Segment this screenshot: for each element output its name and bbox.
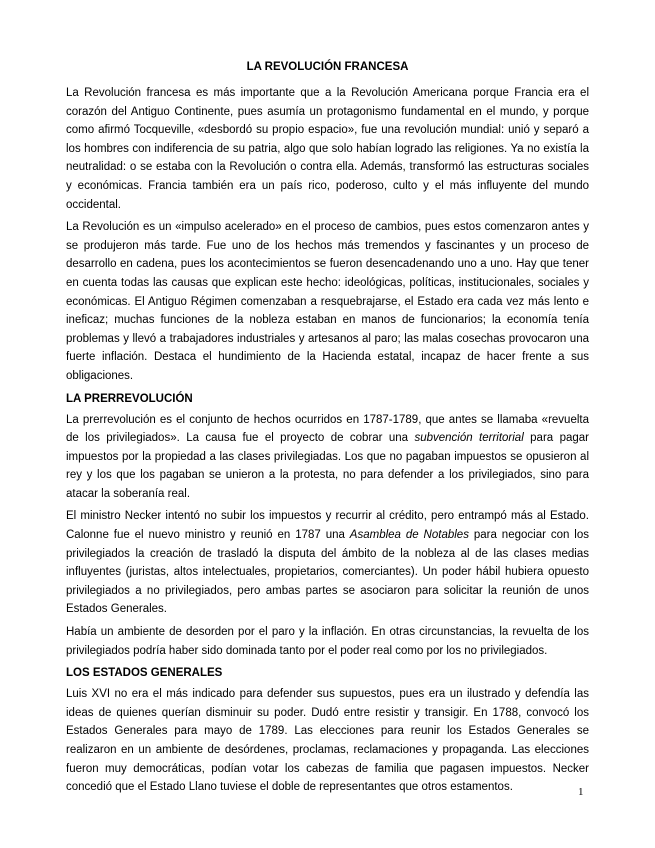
prerrevolucion-p1-text-b: para pagar impuestos por la propiedad a las clases privilegiadas. Los que no pagaban impuestos se opusieron al rey y los que los pagaban se unieron a la protesta, no para defender a los privilegiados, sino para atacar la soberanía real.: [66, 432, 589, 500]
section-heading-estados-generales: LOS ESTADOS GENERALES: [66, 667, 223, 680]
prerrevolucion-p1-emphasis: subvención territorial: [414, 432, 524, 445]
estados-paragraph-1: Luis XVI no era el más indicado para defender sus supuestos, pues era un ilustrado y defendía las ideas de quienes querían disminuir su poder. Dudó entre resistir y transigir. En 1788, convocó los Estados Generales para mayo de 1789. Las elecciones para reunir los Estados Generales se realizaron en un ambiente de desórdenes, proclamas, reclamaciones y propaganda. Las elecciones fueron muy democráticas, podían votar los cabezas de familia que pagasen impuestos. Necker concedió que el Estado Llano tuviese el doble de representantes que otros estamentos.: [66, 688, 589, 794]
prerrevolucion-paragraph-3: Había un ambiente de desorden por el paro y la inflación. En otras circunstancias, la revuelta de los privilegiados podría haber sido dominada tanto por el poder real como por los no privilegiados.: [66, 626, 589, 657]
prerrevolucion-p2-emphasis: Asamblea de Notables: [349, 529, 469, 542]
intro-paragraph-2: La Revolución es un «impulso acelerado» en el proceso de cambios, pues estos comenzaron antes y se produjeron más tarde. Fue uno de los hechos más tremendos y fascinantes y un proceso de desarrollo en cadena, pues los acontecimientos se fueron desencadenando uno a uno. Hay que tener en cuenta todas las causas que explican este hecho: ideológicas, políticas, institucionales, sociales y económicas. El Antiguo Régimen comenzaban a resquebrajarse, el Estado era cada vez más lento e ineficaz; muchas funciones de la nobleza estaban en manos de funcionarios; la economía tenía problemas y llevó a trabajadores industriales y artesanos al paro; las malas cosechas provocaron una fuerte inflación. Destaca el hundimiento de la Hacienda estatal, incapaz de hacer frente a sus obligaciones.: [66, 221, 589, 382]
intro-paragraph-1: La Revolución francesa es más importante que a la Revolución Americana porque Francia era el corazón del Antiguo Continente, pues asumía un protagonismo fundamental en el mundo, y porque como afirmó Tocqueville, «desbordó su propio espacio», fue una revolución mundial: unió y separó a los hombres con indiferencia de su patria, algo que solo habían logrado las religiones. Ya no existía la neutralidad: o se estaba con la Revolución o contra ella. Además, transformó las estructuras sociales y económicas. Francia también era un país rico, poderoso, culto y el más influyente del mundo occidental.: [66, 87, 589, 211]
prerrevolucion-p2-text-b: para negociar con los privilegiados la creación de trasladó la disputa del ámbito de la nobleza al de las clases medias influyentes (juristas, altos intelectuales, propietarios, comerciantes). Un poder hábil hubiera opuesto privilegiados a no privilegiados, pero ambas partes se asociaron para solicitar la reunión de unos Estados Generales.: [66, 529, 589, 616]
prerrevolucion-paragraph-2: [66, 507, 589, 619]
document-title: LA REVOLUCIÓN FRANCESA: [246, 61, 409, 73]
prerrevolucion-p2-text-a: El ministro Necker intentó no subir los impuestos y recurrir al crédito, pero entrampó más al Estado. Calonne fue el nuevo ministro y reunió en 1787 una: [66, 510, 589, 542]
prerrevolucion-paragraph-1: [66, 411, 589, 504]
page-number: 1: [578, 786, 584, 798]
prerrevolucion-p1-text-a: La prerrevolución es el conjunto de hechos ocurridos en 1787-1789, que antes se llamaba «revuelta de los privilegiados». La causa fue el proyecto de cobrar una: [66, 413, 589, 445]
page-content: [66, 58, 589, 801]
section-heading-prerrevolucion: LA PRERREVOLUCIÓN: [66, 392, 193, 405]
